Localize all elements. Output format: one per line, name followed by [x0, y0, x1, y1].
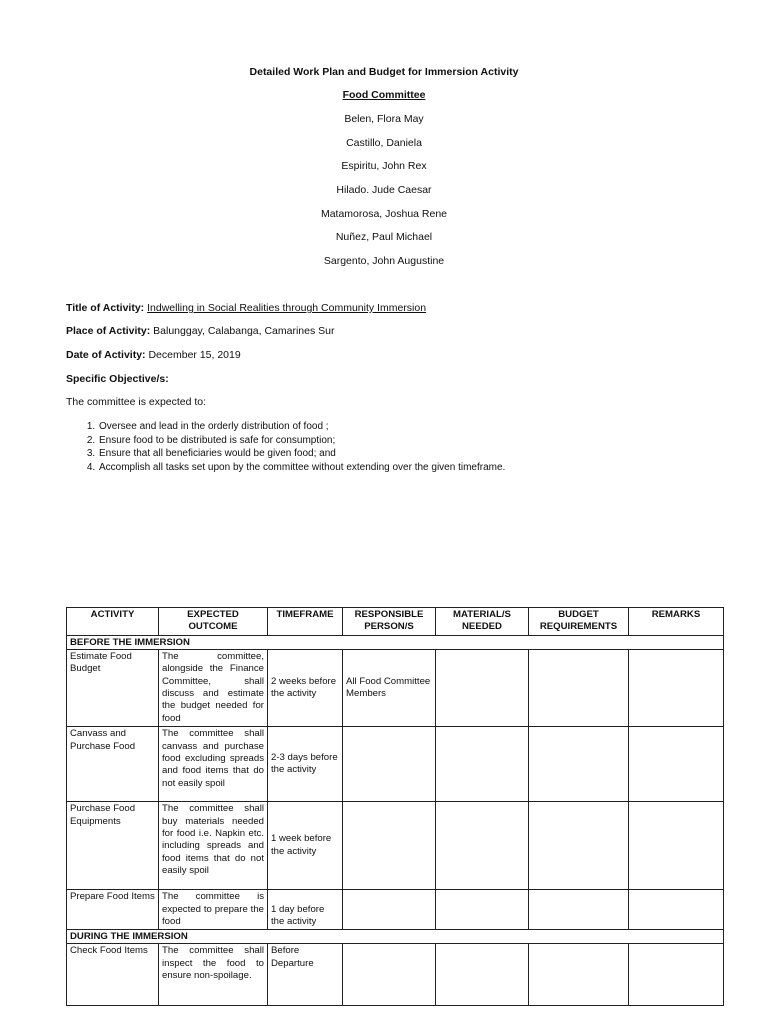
title-of-activity [66, 302, 426, 314]
column-header: EXPECTED OUTCOME [159, 608, 268, 636]
objective-item: 2. Ensure food to be distributed is safe for consumption; [98, 434, 505, 448]
cell-timeframe: 1 day before the activity [268, 890, 343, 930]
place-of-activity-value: Balunggay, Calabanga, Camarines Sur [153, 325, 335, 337]
cell-budget [529, 944, 629, 1006]
member-name: Matamorosa, Joshua Rene [320, 208, 448, 220]
cell-activity: Prepare Food Items [67, 890, 159, 930]
member-name: Espiritu, John Rex [341, 160, 427, 172]
cell-activity: Check Food Items [67, 944, 159, 1006]
cell-budget [529, 727, 629, 802]
table-row [67, 802, 724, 890]
cell-materials [436, 890, 529, 930]
cell-remarks [629, 649, 724, 726]
objectives-intro: The committee is expected to: [66, 396, 207, 408]
place-of-activity [66, 325, 335, 337]
column-header: MATERIAL/S NEEDED [436, 608, 529, 636]
section-row [67, 930, 724, 944]
column-header: BUDGET REQUIREMENTS [529, 608, 629, 636]
section-during-immersion: DURING THE IMMERSION [67, 930, 724, 944]
member-name: Belen, Flora May [344, 113, 424, 125]
cell-remarks [629, 890, 724, 930]
member-name: Nuñez, Paul Michael [335, 231, 433, 243]
title-of-activity-label: Title of Activity: [66, 302, 145, 314]
column-header: REMARKS [629, 608, 724, 636]
member-name: Castillo, Daniela [346, 137, 422, 149]
table-header-row [67, 608, 724, 636]
specific-objectives-heading [66, 373, 169, 385]
table-row [67, 890, 724, 930]
member-name: Sargento, John Augustine [323, 255, 445, 267]
specific-objectives-label: Specific Objective/s: [66, 373, 169, 385]
title-of-activity-value: Indwelling in Social Realities through Community Immersion [147, 302, 427, 314]
cell-timeframe: 1 week before the activity [268, 802, 343, 890]
cell-activity: Canvass and Purchase Food [67, 727, 159, 802]
section-before-immersion: BEFORE THE IMMERSION [67, 635, 724, 649]
cell-outcome: The committee shall inspect the food to ensure non-spoilage. [159, 944, 268, 1006]
cell-remarks [629, 944, 724, 1006]
cell-outcome: The committee shall buy materials needed for food i.e. Napkin etc. including spreads and food items that do not easily spoil [159, 802, 268, 890]
date-of-activity-value: December 15, 2019 [148, 349, 241, 361]
document-title: Detailed Work Plan and Budget for Immersion Activity [249, 66, 519, 78]
work-plan-table [66, 607, 724, 1006]
section-row [67, 635, 724, 649]
committee-name: Food Committee [342, 89, 426, 101]
cell-outcome: The committee is expected to prepare the food [159, 890, 268, 930]
cell-budget [529, 890, 629, 930]
objective-item: 3. Ensure that all beneficiaries would be given food; and [98, 447, 505, 461]
table-row [67, 649, 724, 726]
cell-materials [436, 944, 529, 1006]
cell-responsible [343, 944, 436, 1006]
table-row [67, 944, 724, 1006]
objective-item: 1. Oversee and lead in the orderly distribution of food ; [98, 420, 505, 434]
table-row [67, 727, 724, 802]
column-header: TIMEFRAME [268, 608, 343, 636]
cell-outcome: The committee shall canvass and purchase food excluding spreads and food items that do not easily spoil [159, 727, 268, 802]
date-of-activity [66, 349, 241, 361]
cell-materials [436, 802, 529, 890]
cell-responsible [343, 727, 436, 802]
objectives-list [66, 420, 505, 474]
cell-responsible [343, 890, 436, 930]
column-header: ACTIVITY [67, 608, 159, 636]
date-of-activity-label: Date of Activity: [66, 349, 146, 361]
cell-activity: Estimate Food Budget [67, 649, 159, 726]
cell-timeframe: 2 weeks before the activity [268, 649, 343, 726]
cell-materials [436, 649, 529, 726]
cell-outcome: The committee, alongside the Finance Committee, shall discuss and estimate the budget needed for food [159, 649, 268, 726]
objective-item: 4. Accomplish all tasks set upon by the committee without extending over the given timeframe. [98, 461, 505, 475]
cell-timeframe: 2-3 days before the activity [268, 727, 343, 802]
cell-activity: Purchase Food Equipments [67, 802, 159, 890]
cell-timeframe: Before Departure [268, 944, 343, 1006]
cell-responsible [343, 802, 436, 890]
cell-remarks [629, 802, 724, 890]
member-name: Hilado. Jude Caesar [336, 184, 432, 196]
cell-remarks [629, 727, 724, 802]
cell-responsible: All Food Committee Members [343, 649, 436, 726]
cell-budget [529, 802, 629, 890]
cell-materials [436, 727, 529, 802]
place-of-activity-label: Place of Activity: [66, 325, 151, 337]
column-header: RESPONSIBLE PERSON/S [343, 608, 436, 636]
cell-budget [529, 649, 629, 726]
